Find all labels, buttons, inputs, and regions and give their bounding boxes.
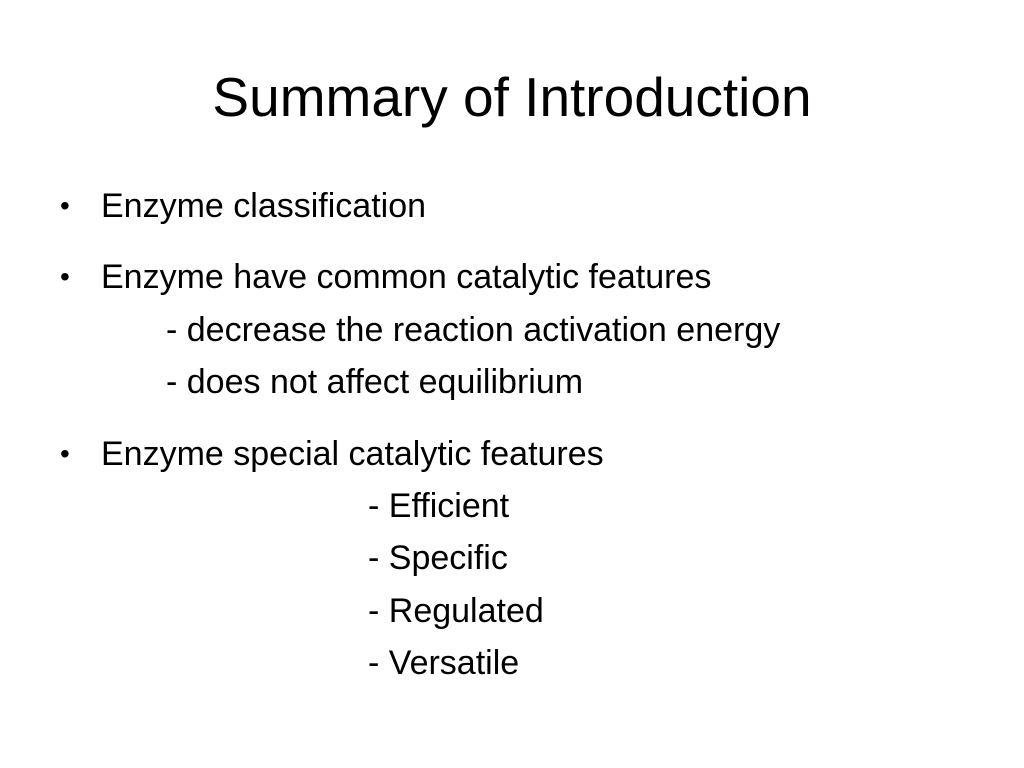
slide-title: Summary of Introduction (212, 66, 812, 128)
subitem-efficient: - Efficient (368, 487, 510, 525)
bullet-glyph: • (60, 438, 70, 469)
bullet-glyph: • (60, 261, 70, 292)
bullet-item-enzyme-classification: Enzyme classification (101, 187, 427, 225)
subitem-specific: - Specific (368, 539, 508, 577)
subitem-regulated: - Regulated (368, 592, 544, 630)
bullet-item-common-features: Enzyme have common catalytic features (101, 258, 712, 296)
subitem-activation-energy: - decrease the reaction activation energy (166, 311, 781, 349)
bullet-glyph: • (60, 190, 70, 221)
subitem-versatile: - Versatile (368, 644, 520, 682)
bullet-item-special-features: Enzyme special catalytic features (101, 435, 604, 473)
subitem-equilibrium: - does not affect equilibrium (166, 363, 584, 401)
